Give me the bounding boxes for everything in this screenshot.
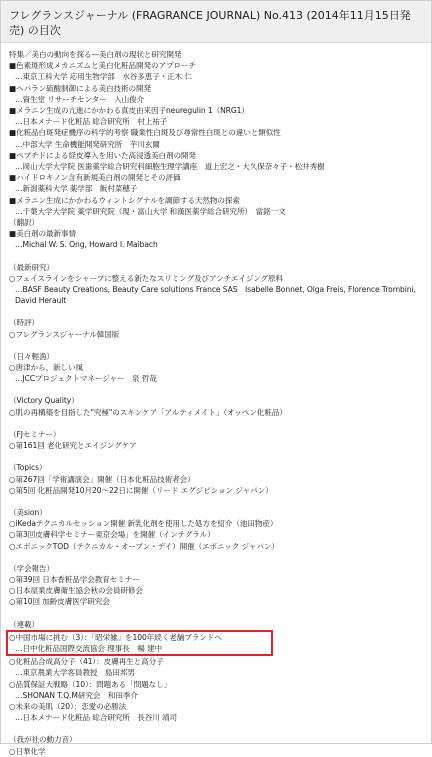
toc-line: （時評）	[9, 318, 39, 328]
toc-section-company	[9, 734, 423, 756]
toc-line: ○第5回 化粧品開発10月20～22日に開催（リード エグジビション ジャパン）	[9, 485, 273, 495]
toc-line: …JCCプロジェクトマネージャー 泉 哲哉	[15, 374, 157, 384]
page-title: フレグランスジャーナル (FRAGRANCE JOURNAL) No.413 (2014年11月15日発売) の目次	[9, 9, 411, 37]
toc-line: （日々輕漁）	[9, 351, 54, 361]
toc-section-serial	[9, 619, 423, 724]
toc-line: ○第10回 加齢皮膚医学研究会	[9, 597, 110, 607]
section-gap	[9, 418, 423, 429]
toc-line: …岡山大学大学院 医歯薬学総合研究科細胞生理学講座 道上宏之・大久保奈々子・松井秀樹	[15, 162, 325, 172]
toc-line: ■美白剤の最新事情	[9, 229, 77, 239]
toc-line: ○エボニックTOD（テクニカル・オープン・デイ）開催（エボニック ジャパン）	[9, 541, 279, 551]
toc-line: （FJセミナー）	[9, 429, 61, 439]
toc-section	[9, 429, 423, 451]
toc-line: ○未来の美肌（20）：恋愛の必勝法	[9, 701, 127, 711]
toc-content	[1, 43, 431, 757]
toc-line: （Victory Quality）	[9, 396, 79, 406]
toc-section	[9, 563, 423, 608]
toc-section	[9, 317, 423, 339]
toc-line: ○中国市場に挑む（3）：「昭栄雑」を100年続く老舗ブランドへ	[9, 632, 222, 642]
section-gap	[9, 340, 423, 351]
toc-section	[9, 49, 423, 251]
toc-line: …新潟薬科大学 薬学部 飯村菜穂子	[15, 184, 138, 194]
toc-line: ○唐津から、新しい風	[9, 363, 83, 373]
toc-line: ○第3回皮膚科学セミナー東京会場」を開催（インテグラル）	[9, 530, 215, 540]
toc-line: …東京工科大学 応用生物学部 水谷多恵子・正木 仁	[15, 72, 192, 82]
section-gap	[9, 552, 423, 563]
toc-section	[9, 507, 423, 552]
toc-line: （我が社の動力音）	[9, 735, 77, 745]
toc-line: ■ハイドロキノン含有新規美白剤の開発とその評価	[9, 173, 181, 183]
toc-line: 特集／美白の動向を探る—美白剤の現状と研究開発	[9, 50, 182, 59]
toc-line: ○第161回 老化研究とエイジングケア	[9, 441, 137, 451]
toc-line: ○肌の再構築を目指した"究極"のスキンケア「アルティメイト」（オッペン化粧品）	[9, 407, 287, 417]
section-gap	[9, 496, 423, 507]
toc-line: （最新研究）	[9, 262, 54, 272]
toc-line: …日本メナード化粧品 総合研究所 長谷川 靖司	[15, 713, 177, 723]
toc-line: ○日本屋業皮膚衛生協会秋の会員研修会	[9, 586, 143, 596]
toc-line: …SHONAN T.Q.M研究会 和田季介	[15, 690, 138, 700]
toc-header	[1, 1, 431, 43]
section-gap	[9, 608, 423, 619]
toc-line: …中部大学 生命機能開発研究所 芋川玄爾	[15, 139, 160, 149]
toc-line: …千葉大学大学院 薬学研究院（現・富山大学 和漢医薬学総合研究所） 當銘一文	[15, 206, 286, 216]
toc-line: ○第267回「学術講演会」開催（日本化粧品技術者会）	[9, 474, 195, 484]
toc-line: …日本メナード化粧品 総合研究所 村上祐子	[15, 117, 168, 127]
section-gap	[9, 306, 423, 317]
highlight-box	[6, 630, 273, 656]
toc-line: ○第39回 日本香粧品学会教育セミナー	[9, 574, 140, 584]
toc-line: ■化粧品白斑発症機序の科学的考察 職業性白斑及び尋常性白斑との違いと類似性	[9, 128, 281, 138]
toc-line: ■メラニン生成の亢進にかかわる真皮由来因子neuregulin 1（NRG1）	[9, 106, 249, 116]
toc-line: （美sion）	[9, 507, 47, 517]
section-gap	[9, 451, 423, 462]
toc-line: ○品質保証大戦略（10）：問題ある「問題なし」	[9, 679, 172, 689]
toc-line: ○化粧品合成高分子（41）：皮膚再生と高分子	[9, 657, 164, 667]
toc-line: （学会報告）	[9, 563, 54, 573]
section-gap	[9, 251, 423, 262]
toc-line: （Topics）	[9, 463, 47, 473]
toc-line: …資生堂 リサーチセンター 入山俊介	[15, 94, 145, 104]
toc-line: ○日華化学	[9, 746, 46, 756]
toc-line: ■ヘパラン硫酸制御による美白技術の開発	[9, 83, 151, 93]
toc-line: ■色素斑形成メカニズムと美白化粧品開発のアプローチ	[9, 61, 196, 71]
toc-line: ■メラニン生成にかかわるウィントシグナルを調節する天然物の探索	[9, 195, 240, 205]
section-gap	[9, 723, 423, 734]
toc-line: ■ペプチドによる経皮導入を用いた高浸透美白剤の開発	[9, 150, 196, 160]
toc-section	[9, 462, 423, 496]
toc-line: ○iKedaテクニカルセッション開催 新乳化剤を使用した処方を紹介（池田物産）	[9, 519, 278, 529]
toc-section	[9, 262, 423, 307]
toc-line: …東京農業大学客員教授 島田邦男	[15, 668, 135, 678]
toc-line: ○フレグランスジャーナル韓国版	[9, 329, 120, 339]
toc-line: （連載）	[9, 619, 39, 629]
toc-line: …Michal W. S. Ong, Howard I. Maibach	[15, 240, 158, 250]
toc-line: （翻訳）	[9, 218, 39, 228]
toc-line: …BASF Beauty Creations, Beauty Care solutions France SAS Isabelle Bonnet, Olga Freis, Florence Trombini, David Herault	[15, 285, 416, 306]
toc-section	[9, 351, 423, 385]
toc-line: ○フェイスラインをシャープに整える新たなスリミング及びアンチエイジング原料	[9, 273, 283, 283]
section-gap	[9, 384, 423, 395]
toc-section	[9, 395, 423, 417]
toc-line: …日中化粧品国際交流協会 理事長 楊 建中	[15, 643, 163, 653]
